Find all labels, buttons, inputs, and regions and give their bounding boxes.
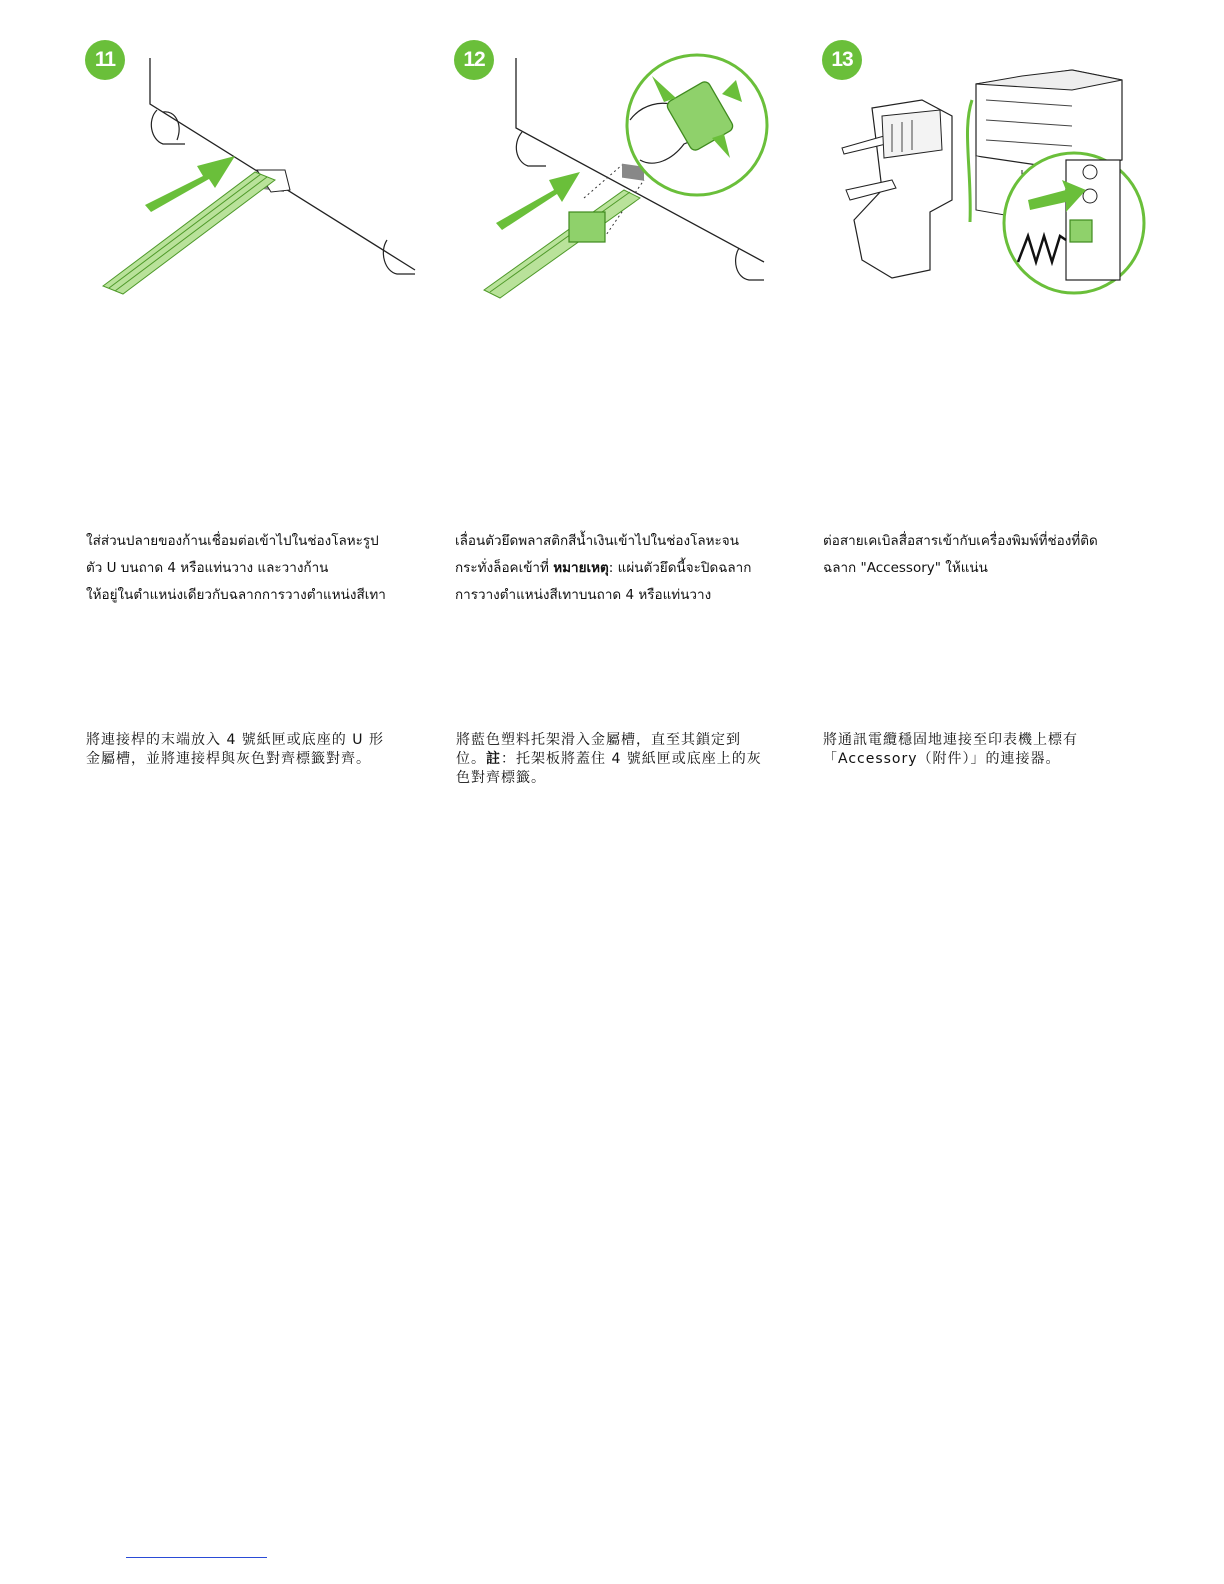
text-line: ต่อสายเคเบิลสื่อสารเข้ากับเครื่องพิมพ์ที่ช่องที่ติด [823, 533, 1098, 549]
step-number-badge: 12 [454, 40, 494, 80]
plastic-bracket [569, 212, 605, 242]
footer-rule [126, 1557, 267, 1558]
text-segment: 位。 [456, 751, 486, 767]
text-line: ตัว U บนถาด 4 หรือแท่นวาง และวางก้าน [86, 560, 329, 576]
step-number-badge: 11 [85, 40, 125, 80]
step-13-illustration [822, 40, 1162, 300]
step-12-chinese-text [456, 731, 791, 788]
step-12-illustration [454, 40, 794, 300]
step-number-badge: 13 [822, 40, 862, 80]
text-line [456, 750, 791, 769]
text-line: 「Accessory（附件）」的連接器。 [823, 751, 1061, 767]
text-segment: ：托架板將蓋住 4 號紙匣或底座上的灰 [501, 751, 762, 767]
step-12-diagram [454, 40, 794, 300]
text-line: 金屬槽，並將連接桿與灰色對齊標籤對齊。 [86, 751, 371, 767]
text-line: 將藍色塑料托架滑入金屬槽，直至其鎖定到 [456, 732, 741, 748]
text-line: การวางตำแหน่งสีเทาบนถาด 4 หรือแท่นวาง [455, 587, 712, 603]
text-line: 色對齊標籤。 [456, 770, 546, 786]
step-12-thai-text [455, 528, 805, 609]
text-segment: กระทั่งล็อคเข้าที่ [455, 560, 554, 576]
text-line: ฉลาก "Accessory" ให้แน่น [823, 560, 988, 576]
text-line: เลื่อนตัวยึดพลาสติกสีน้ำเงินเข้าไปในช่องโลหะจน [455, 533, 739, 549]
text-segment: : แผ่นตัวยึดนี้จะปิดฉลาก [608, 560, 752, 576]
text-line: 將通訊電纜穩固地連接至印表機上標有 [823, 732, 1078, 748]
step-11-chinese-text [86, 731, 421, 769]
step-11-illustration [85, 40, 425, 300]
step-13-diagram [822, 40, 1162, 300]
note-label: หมายเหตุ [553, 560, 609, 576]
text-line: ใส่ส่วนปลายของก้านเชื่อมต่อเข้าไปในช่องโลหะรูป [86, 533, 379, 549]
insert-arrow [496, 172, 580, 230]
note-label: 註 [486, 751, 501, 767]
step-13-thai-text [823, 528, 1173, 582]
text-line: ให้อยู่ในตำแหน่งเดียวกับฉลากการวางตำแหน่งสีเทา [86, 587, 386, 603]
accessory-connector [1070, 220, 1092, 242]
text-line [455, 555, 805, 582]
step-11-diagram [85, 40, 425, 300]
step-11-thai-text [86, 528, 436, 609]
text-line: 將連接桿的末端放入 4 號紙匣或底座的 U 形 [86, 732, 384, 748]
step-13-chinese-text [823, 731, 1158, 769]
